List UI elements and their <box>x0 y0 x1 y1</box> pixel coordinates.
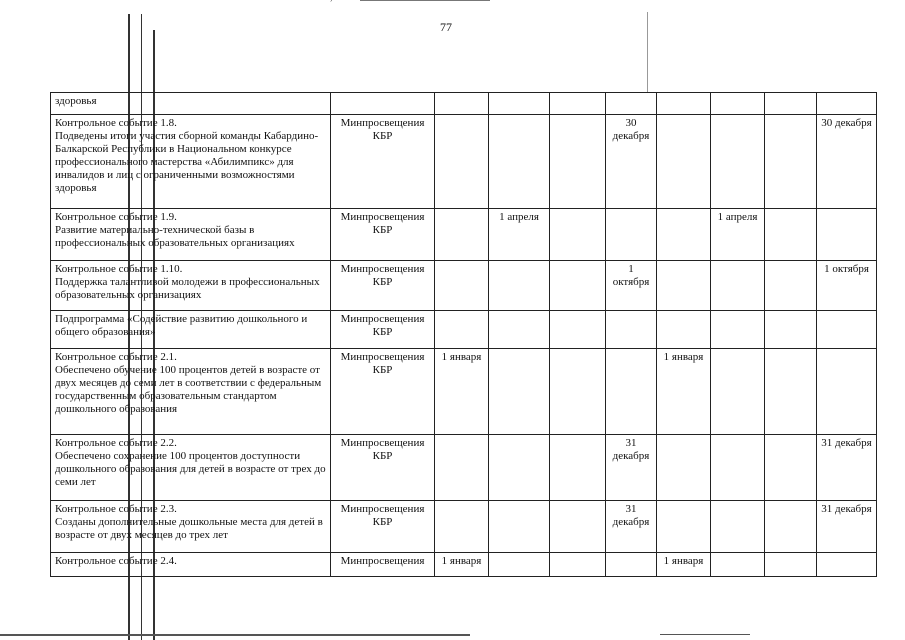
date-cell <box>817 93 877 115</box>
responsible-cell: Минпросвещения КБР <box>331 435 435 501</box>
date-cell <box>489 115 550 209</box>
table-row <box>51 261 877 311</box>
date-cell <box>489 349 550 435</box>
scan-line <box>360 0 490 1</box>
responsible-cell <box>331 93 435 115</box>
table-row <box>51 349 877 435</box>
table-row <box>51 501 877 553</box>
responsible-cell: Минпросвещения КБР <box>331 501 435 553</box>
date-cell <box>657 435 711 501</box>
event-name-cell: Контрольное событие 2.2. Обеспечено сохранение 100 процентов доступности дошкольного образования для детей в возрасте от трех до семи лет <box>51 435 331 501</box>
date-cell <box>765 553 817 577</box>
date-cell: 1 января <box>435 349 489 435</box>
date-cell <box>550 349 606 435</box>
date-cell <box>435 93 489 115</box>
table-row <box>51 435 877 501</box>
date-cell <box>817 349 877 435</box>
date-cell: 1 января <box>657 553 711 577</box>
date-cell: 30 декабря <box>606 115 657 209</box>
table-row <box>51 311 877 349</box>
responsible-cell: Минпросвещения КБР <box>331 311 435 349</box>
date-cell <box>489 311 550 349</box>
date-cell <box>765 209 817 261</box>
date-cell <box>711 261 765 311</box>
date-cell: 31 декабря <box>817 501 877 553</box>
date-cell <box>765 435 817 501</box>
date-cell <box>657 261 711 311</box>
scan-line <box>647 12 648 92</box>
date-cell <box>606 349 657 435</box>
date-cell: 1 апреля <box>489 209 550 261</box>
table-row <box>51 553 877 577</box>
date-cell <box>606 93 657 115</box>
event-name-cell: Контрольное событие 2.4. <box>51 553 331 577</box>
date-cell <box>711 93 765 115</box>
date-cell <box>489 501 550 553</box>
date-cell <box>606 311 657 349</box>
date-cell: 31 декабря <box>606 435 657 501</box>
date-cell <box>817 209 877 261</box>
date-cell <box>489 435 550 501</box>
date-cell <box>765 115 817 209</box>
event-name-cell: Подпрограмма «Содействие развитию дошкольного и общего образования» <box>51 311 331 349</box>
date-cell <box>765 93 817 115</box>
date-cell <box>550 435 606 501</box>
page-number: 77 <box>440 20 452 34</box>
date-cell: 1 января <box>435 553 489 577</box>
date-cell <box>711 435 765 501</box>
date-cell <box>435 261 489 311</box>
scan-line <box>0 634 470 636</box>
date-cell: 31 декабря <box>817 435 877 501</box>
date-cell <box>550 209 606 261</box>
date-cell <box>765 501 817 553</box>
event-name-cell: Контрольное событие 2.3. Созданы дополнительные дошкольные места для детей в возрасте от двух месяцев до трех лет <box>51 501 331 553</box>
date-cell <box>435 501 489 553</box>
table-body <box>51 93 877 577</box>
date-cell <box>711 311 765 349</box>
date-cell <box>711 501 765 553</box>
table-row <box>51 93 877 115</box>
date-cell <box>489 261 550 311</box>
date-cell <box>657 209 711 261</box>
date-cell: 1 января <box>657 349 711 435</box>
table-row <box>51 209 877 261</box>
table-row <box>51 115 877 209</box>
date-cell <box>606 209 657 261</box>
responsible-cell: Минпросвещения КБР <box>331 209 435 261</box>
event-name-cell: Контрольное событие 2.1. Обеспечено обучение 100 процентов детей в возрасте от двух месяцев до семи лет в соответствии с федеральным государственным образовательным стандартом дошкольного образования <box>51 349 331 435</box>
event-name-cell: Контрольное событие 1.8. Подведены итоги участия сборной команды Кабардино-Балкарской Республики в Национальном конкурсе профессионального мастерства «Абилимпикс» для инвалидов и лиц с ограниченными возможностями здоровья <box>51 115 331 209</box>
date-cell <box>550 93 606 115</box>
control-events-table <box>50 92 877 577</box>
date-cell <box>435 435 489 501</box>
date-cell <box>435 115 489 209</box>
date-cell: 1 октября <box>817 261 877 311</box>
date-cell <box>435 209 489 261</box>
date-cell <box>765 349 817 435</box>
event-name-cell: Контрольное событие 1.10. Поддержка талантливой молодежи в профессиональных образовательных организациях <box>51 261 331 311</box>
date-cell <box>435 311 489 349</box>
date-cell <box>765 261 817 311</box>
date-cell <box>657 93 711 115</box>
responsible-cell: Минпросвещения <box>331 553 435 577</box>
date-cell <box>657 115 711 209</box>
date-cell: 31 декабря <box>606 501 657 553</box>
date-cell <box>606 553 657 577</box>
date-cell <box>550 553 606 577</box>
date-cell <box>489 93 550 115</box>
date-cell: 1 октября <box>606 261 657 311</box>
date-cell <box>550 311 606 349</box>
date-cell <box>657 311 711 349</box>
date-cell <box>489 553 550 577</box>
date-cell <box>817 553 877 577</box>
date-cell <box>550 261 606 311</box>
scan-line <box>660 634 750 635</box>
date-cell <box>711 115 765 209</box>
date-cell: 30 декабря <box>817 115 877 209</box>
scan-mark <box>330 0 333 3</box>
event-name-cell: Контрольное событие 1.9. Развитие материально-технической базы в профессиональных образовательных организациях <box>51 209 331 261</box>
date-cell <box>711 553 765 577</box>
responsible-cell: Минпросвещения КБР <box>331 115 435 209</box>
date-cell <box>711 349 765 435</box>
date-cell <box>765 311 817 349</box>
date-cell <box>550 115 606 209</box>
date-cell: 1 апреля <box>711 209 765 261</box>
responsible-cell: Минпросвещения КБР <box>331 349 435 435</box>
date-cell <box>550 501 606 553</box>
event-name-cell: здоровья <box>51 93 331 115</box>
responsible-cell: Минпросвещения КБР <box>331 261 435 311</box>
date-cell <box>657 501 711 553</box>
date-cell <box>817 311 877 349</box>
